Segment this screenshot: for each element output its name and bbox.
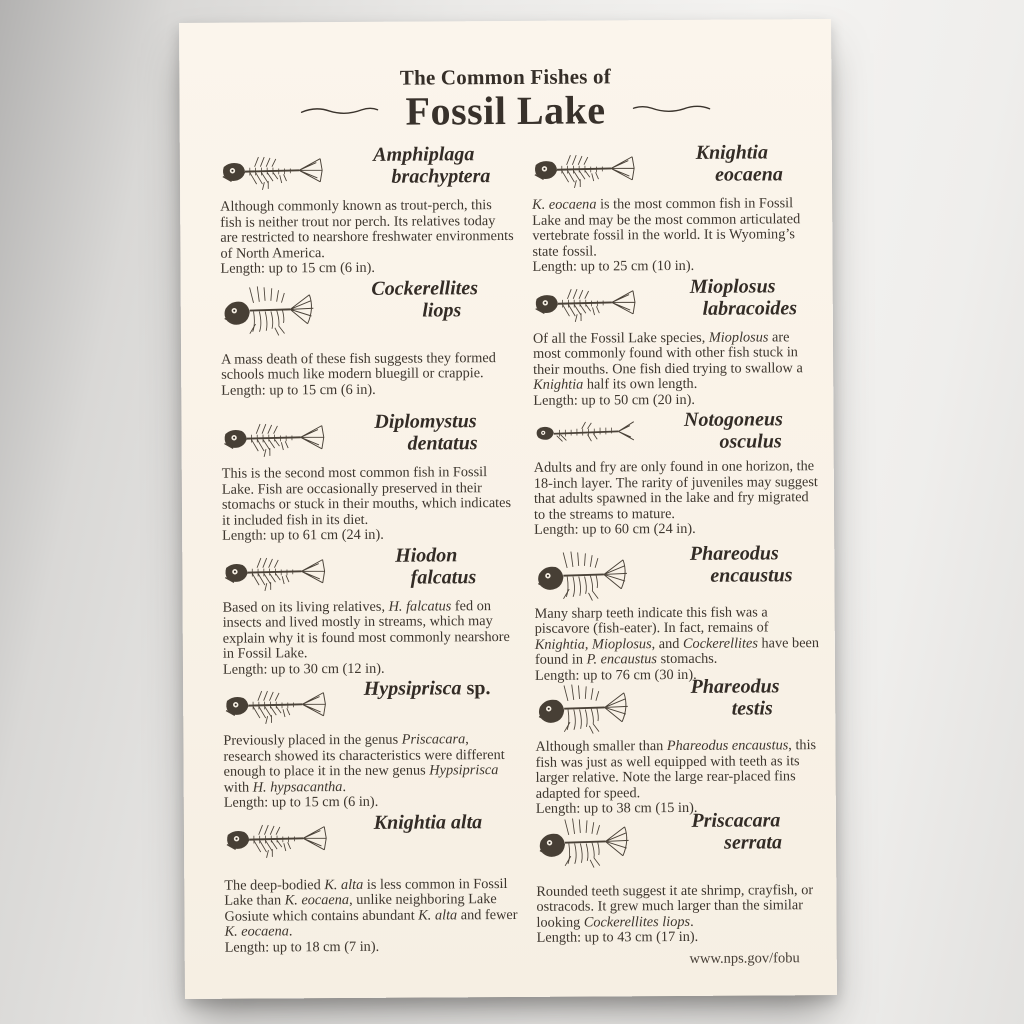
species-name-line: Phareodus	[689, 541, 779, 565]
species-description: Of all the Fossil Lake species, Mioplosus are most commonly found with other fish stuck in their mouths. One fish died trying to swallow a Knightia half its own length.	[532, 328, 803, 394]
species-name	[336, 543, 516, 588]
species-length: Length: up to 30 cm (12 in).	[222, 660, 385, 678]
fish-entry	[533, 275, 820, 410]
species-name-line: brachyptera	[391, 165, 491, 188]
species-name-line: Mioplosus	[689, 274, 776, 298]
species-name-line: encaustus	[710, 563, 793, 587]
fish-entry	[223, 677, 518, 812]
fish-entry	[221, 410, 516, 545]
species-length: Length: up to 25 cm (10 in).	[532, 258, 695, 276]
page-title-kicker: The Common Fishes of	[399, 64, 611, 90]
column-right	[532, 141, 823, 947]
species-name-line: Phareodus	[690, 675, 780, 698]
species-description: Although commonly known as trout-perch, this fish is neither trout nor perch. Its relatives today are restricted to nearshore freshwater environments of North America.	[220, 197, 514, 262]
species-description: A mass death of these fish suggests they formed schools much like modern bluegill or crappie.	[221, 349, 496, 383]
fish-entry	[532, 141, 819, 276]
species-name-line: falcatus	[410, 565, 477, 589]
slender-fish-skeleton	[222, 545, 336, 598]
fish-entry	[534, 541, 821, 684]
species-description: The deep-bodied K. alta is less common in Fossil Lake than K. eocaena, unlike neighboring Lake Gosiute which contains abundant K. alta and fewer K. eocaena.	[224, 875, 518, 941]
species-name-line: dentatus	[407, 432, 478, 455]
species-length: Length: up to 60 cm (24 in).	[534, 521, 696, 539]
species-length: Length: up to 15 cm (6 in).	[221, 381, 376, 399]
species-name-line: testis	[731, 697, 773, 720]
species-description: This is the second most common fish in Fossil Lake. Fish are occasionally preserved in their stomachs or stuck in their mouths, which indicates it included fish in its diet.	[221, 464, 512, 529]
species-name-line: Amphiplaga	[373, 143, 475, 166]
species-name-line: osculus	[719, 430, 782, 453]
species-name	[647, 408, 819, 453]
species-name	[335, 410, 515, 455]
species-description: Although smaller than Phareodus encaustus, this fish was just as well equipped with teeth as its larger relative. Note the large rear-placed fins adapted for speed.	[535, 737, 817, 802]
page-title: Fossil Lake	[405, 87, 606, 134]
species-description: Many sharp teeth indicate this fish was a piscavore (fish-eater). In fact, remains of Knightia, Mioplosus, and Cockerellites have been found in P. encaustus stomachs.	[534, 603, 820, 669]
species-name-line: Cockerellites	[371, 276, 479, 300]
species-name	[334, 143, 514, 188]
fish-entry	[220, 143, 515, 278]
fish-entry	[533, 408, 820, 543]
slender-fish-skeleton	[221, 411, 335, 464]
deep-bodied-fish-skeleton	[536, 810, 650, 871]
species-length: Length: up to 15 cm (6 in).	[220, 260, 376, 278]
species-description: Adults and fry are only found in one horizon, the 18-inch layer. The rarity of juveniles may suggest that adults spawned in the lake and fry migrated to the streams to mature.	[533, 458, 818, 523]
species-name-line: eocaena	[715, 163, 783, 186]
deep-bodied-fish-skeleton	[534, 543, 648, 604]
species-length: Length: up to 50 cm (20 in).	[533, 391, 695, 409]
fish-entry	[535, 675, 822, 818]
species-description: Rounded teeth suggest it ate shrimp, crayfish, or ostracods. It grew much larger than the similar looking Cockerellites liops.	[536, 881, 814, 931]
species-name-line: labracoides	[702, 296, 798, 320]
species-name	[650, 809, 822, 854]
slender-fish-skeleton	[224, 812, 338, 865]
species-columns	[180, 141, 832, 956]
deep-bodied-fish-skeleton	[221, 278, 335, 339]
slender-fish-skeleton	[220, 144, 334, 197]
species-description: Previously placed in the genus Priscacara, research showed its characteristics were different enough to place it in the new genus Hypsiprisca with H. hypsacantha.	[223, 731, 505, 796]
column-left	[220, 143, 519, 956]
species-name	[338, 810, 518, 833]
footer-url: www.nps.gov/fobu	[689, 950, 800, 967]
species-name-line: liops	[422, 298, 462, 322]
long-slender-fish-skeleton	[533, 409, 647, 454]
species-name-line: Knightia alta	[373, 810, 483, 834]
flourish-right-icon	[631, 100, 711, 119]
slender-fish-skeleton	[223, 678, 337, 731]
species-name	[337, 677, 517, 700]
slender-fish-skeleton	[533, 276, 647, 329]
species-length: Length: up to 38 cm (15 in).	[535, 800, 698, 818]
species-length: Length: up to 18 cm (7 in).	[224, 938, 380, 956]
fish-entry	[222, 543, 517, 678]
species-name-line: Knightia	[695, 141, 769, 164]
species-length: Length: up to 61 cm (24 in).	[222, 527, 384, 545]
slender-fish-skeleton	[532, 142, 646, 195]
species-name-line: Notogoneus	[683, 408, 783, 431]
species-name-line: Priscacara	[691, 808, 781, 832]
species-name	[647, 275, 819, 320]
species-name-line: Hiodon	[395, 543, 458, 567]
pamphlet-page	[179, 19, 837, 999]
species-name	[649, 675, 821, 720]
species-description: Based on its living relatives, H. falcatus fed on insects and lived mostly in streams, which may explain why it is found most commonly nearshore in Fossil Lake.	[222, 597, 510, 663]
deep-bodied-fish-skeleton	[535, 676, 649, 737]
species-length: Length: up to 43 cm (17 in).	[536, 929, 699, 947]
species-name-line: serrata	[724, 830, 782, 854]
species-length: Length: up to 76 cm (30 in).	[534, 666, 697, 684]
species-name	[648, 542, 820, 587]
species-name	[335, 276, 515, 321]
flourish-left-icon	[300, 102, 380, 121]
species-description: K. eocaena is the most common fish in Fossil Lake and may be the most common articulated vertebrate fossil in the world. It is Wyoming’s state fossil.	[532, 195, 801, 260]
page-header	[179, 19, 832, 134]
species-name	[646, 141, 818, 186]
species-name-line: Hypsiprisca sp.	[363, 677, 491, 700]
fish-entry	[221, 276, 516, 411]
species-length: Length: up to 15 cm (6 in).	[223, 794, 379, 812]
fish-entry	[224, 810, 519, 956]
species-name-line: Diplomystus	[374, 410, 477, 433]
